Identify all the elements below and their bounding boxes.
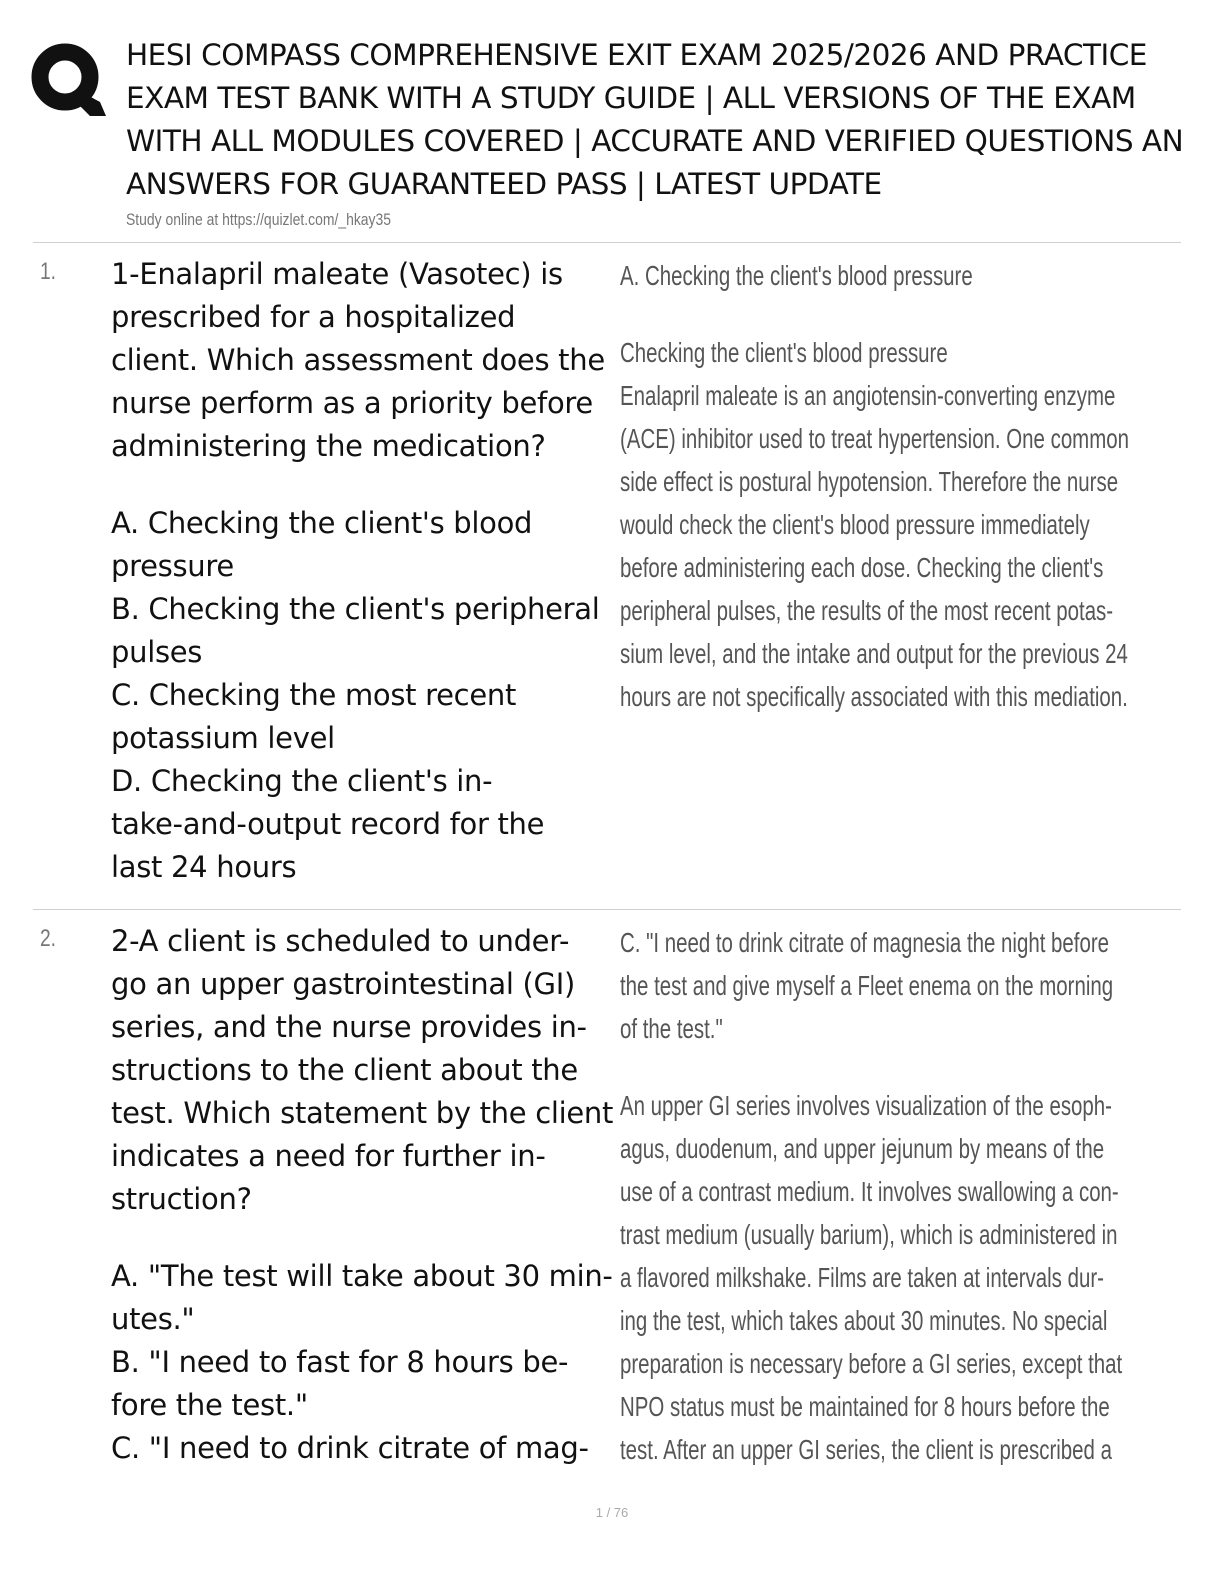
title-line: HESI COMPASS COMPREHENSIVE EXIT EXAM 2025/2026 AND PRACTICE <box>126 38 1147 72</box>
answer-line: Checking the client's blood pressure <box>620 337 948 368</box>
question-text <box>111 920 616 1470</box>
answer-line: preparation is necessary before a GI series, except that <box>620 1348 1123 1379</box>
divider <box>33 242 1181 243</box>
answer-line: Enalapril maleate is an angiotensin-converting enzyme <box>620 380 1116 411</box>
quizlet-q-logo-icon <box>30 40 106 116</box>
answer-line: sium level, and the intake and output for the previous 24 <box>620 638 1128 669</box>
answer-head: C. "I need to drink citrate of magnesia the night before <box>620 927 1110 958</box>
option-line: utes." <box>111 1302 195 1336</box>
question-line: 1-Enalapril maleate (Vasotec) is <box>111 257 563 291</box>
option-line: A. "The test will take about 30 min- <box>111 1259 613 1293</box>
question-line: nurse perform as a priority before <box>111 386 593 420</box>
question-text <box>111 253 616 889</box>
card-number: 2. <box>40 925 57 952</box>
title-line: EXAM TEST BANK WITH A STUDY GUIDE | ALL VERSIONS OF THE EXAM <box>126 81 1136 115</box>
option-line: C. Checking the most recent <box>111 678 517 712</box>
answer-line: ing the test, which takes about 30 minutes. No special <box>620 1305 1108 1336</box>
answer-head: of the test." <box>620 1013 723 1044</box>
answer-line: (ACE) inhibitor used to treat hypertension. One common <box>620 423 1129 454</box>
answer-line: use of a contrast medium. It involves swallowing a con- <box>620 1176 1119 1207</box>
answer-line: NPO status must be maintained for 8 hours before the <box>620 1391 1110 1422</box>
question-line: prescribed for a hospitalized <box>111 300 516 334</box>
question-line: client. Which assessment does the <box>111 343 605 377</box>
question-line: structions to the client about the <box>111 1053 578 1087</box>
title-line: ANSWERS FOR GUARANTEED PASS | LATEST UPDATE <box>126 167 882 201</box>
card-number: 1. <box>40 258 57 285</box>
question-line: administering the medication? <box>111 429 546 463</box>
answer-text <box>620 921 1123 1471</box>
question-line: test. Which statement by the client <box>111 1096 614 1130</box>
answer-line: test. After an upper GI series, the client is prescribed a <box>620 1434 1112 1465</box>
answer-line: a flavored milkshake. Films are taken at intervals dur- <box>620 1262 1104 1293</box>
option-line: B. "I need to fast for 8 hours be- <box>111 1345 569 1379</box>
title-line: WITH ALL MODULES COVERED | ACCURATE AND VERIFIED QUESTIONS AN <box>126 124 1184 158</box>
answer-head: A. Checking the client's blood pressure <box>620 260 973 291</box>
question-line: 2-A client is scheduled to under- <box>111 924 570 958</box>
answer-line: side effect is postural hypotension. Therefore the nurse <box>620 466 1119 497</box>
answer-line: peripheral pulses, the results of the most recent potas- <box>620 595 1114 626</box>
answer-line: trast medium (usually barium), which is administered in <box>620 1219 1118 1250</box>
answer-line: would check the client's blood pressure immediately <box>620 509 1090 540</box>
answer-line: before administering each dose. Checking the client's <box>620 552 1104 583</box>
page-number: 1 / 76 <box>595 1505 629 1520</box>
question-line: struction? <box>111 1182 252 1216</box>
option-line: A. Checking the client's blood <box>111 506 533 540</box>
document-title <box>126 34 1221 206</box>
study-online-link[interactable]: Study online at https://quizlet.com/_hkay35 <box>126 210 392 229</box>
answer-line: An upper GI series involves visualization of the esoph- <box>620 1090 1112 1121</box>
question-line: indicates a need for further in- <box>111 1139 546 1173</box>
option-line: D. Checking the client's in- <box>111 764 493 798</box>
answer-text <box>620 254 1129 718</box>
question-line: go an upper gastrointestinal (GI) <box>111 967 575 1001</box>
answer-head: the test and give myself a Fleet enema on the morning <box>620 970 1114 1001</box>
option-line: take-and-output record for the <box>111 807 545 841</box>
option-line: pulses <box>111 635 203 669</box>
option-line: B. Checking the client's peripheral <box>111 592 600 626</box>
question-line: series, and the nurse provides in- <box>111 1010 587 1044</box>
option-line: fore the test." <box>111 1388 308 1422</box>
option-line: potassium level <box>111 721 335 755</box>
answer-line: agus, duodenum, and upper jejunum by means of the <box>620 1133 1105 1164</box>
divider <box>33 909 1181 910</box>
option-line: C. "I need to drink citrate of mag- <box>111 1431 589 1465</box>
answer-line: hours are not specifically associated with this mediation. <box>620 681 1128 712</box>
option-line: last 24 hours <box>111 850 297 884</box>
option-line: pressure <box>111 549 234 583</box>
